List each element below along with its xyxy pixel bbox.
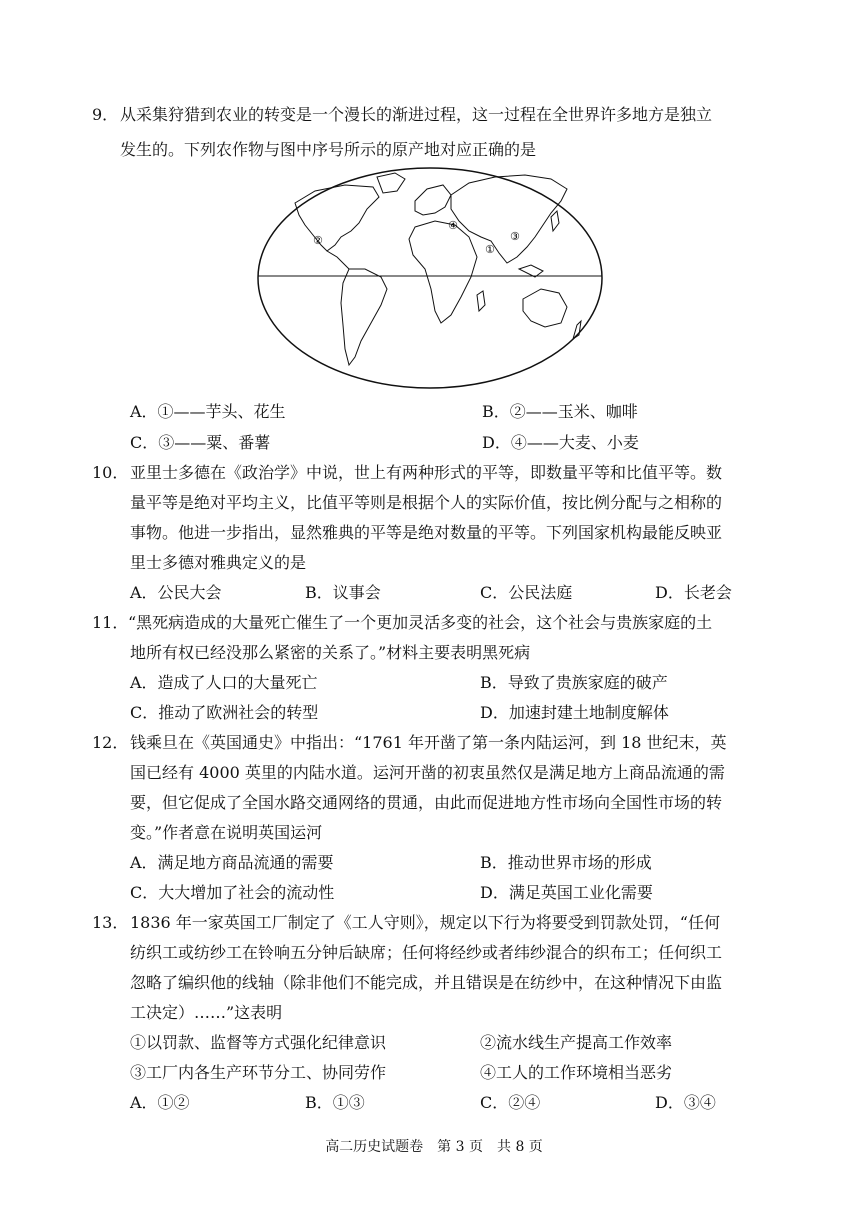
map-marker-1: ① [485,243,495,256]
q13-statement-4: ④工人的工作环境相当恶劣 [480,1063,673,1082]
q9-option-d: D．④——大麦、小麦 [482,433,639,452]
q10-option-d: D．长老会 [655,583,732,602]
q10-stem-line-3: 事物。他进一步指出，显然雅典的平等是绝对数量的平等。下列国家机构最能反映亚 [130,523,723,542]
q12-number: 12． [92,733,129,752]
q10-option-a: A．公民大会 [130,583,222,602]
q12-stem-line-1: 钱乘旦在《英国通史》中指出：“1761 年开凿了第一条内陆运河，到 18 世纪末，英 [130,733,727,752]
q11-option-d: D．加速封建土地制度解体 [480,703,669,722]
q13-stem-line-3: 忽略了编织他的线轴（除非他们不能完成，并且错误是在纺纱中，在这种情况下由监 [130,973,723,992]
q10-stem-line-4: 里士多德对雅典定义的是 [130,553,307,572]
q9-stem-line-2: 发生的。下列农作物与图中序号所示的原产地对应正确的是 [120,140,537,159]
q11-number: 11． [92,613,129,632]
q10-option-c: C．公民法庭 [480,583,573,602]
q10-stem-line-1: 亚里士多德在《政治学》中说，世上有两种形式的平等，即数量平等和比值平等。数 [130,463,723,482]
q12-option-d: D．满足英国工业化需要 [480,883,653,902]
q11-option-c: C．推动了欧洲社会的转型 [130,703,319,722]
q13-statement-1: ①以罚款、监督等方式强化纪律意识 [130,1033,387,1052]
q12-option-b: B．推动世界市场的形成 [480,853,652,872]
q13-statement-3: ③工厂内各生产环节分工、协同劳作 [130,1063,387,1082]
map-outline [258,168,602,388]
q11-option-b: B．导致了贵族家庭的破产 [480,673,668,692]
map-marker-3: ③ [510,230,520,243]
world-map-svg [255,165,605,392]
q13-statement-2: ②流水线生产提高工作效率 [480,1033,673,1052]
q11-stem-line-2: 地所有权已经没那么紧密的关系了。”材料主要表明黑死病 [130,643,531,662]
q13-stem-line-2: 纺织工或纺纱工在铃响五分钟后缺席；任何将经纱或者纬纱混合的织布工；任何织工 [130,943,723,962]
q9-option-b: B．②——玉米、咖啡 [482,402,638,421]
map-marker-4: ④ [448,219,458,232]
q13-stem-line-4: 工决定）……”这表明 [130,1003,283,1022]
q11-stem-line-1: “黑死病造成的大量死亡催生了一个更加灵活多变的社会，这个社会与贵族家庭的土 [128,613,713,632]
q13-option-c: C．②④ [480,1093,541,1112]
q12-stem-line-4: 变。”作者意在说明英国运河 [130,823,323,842]
map-marker-2: ② [313,234,323,247]
q13-number: 13． [92,913,129,932]
q13-option-d: D．③④ [655,1093,716,1112]
q13-option-b: B．①③ [305,1093,365,1112]
q12-option-c: C．大大增加了社会的流动性 [130,883,335,902]
q10-number: 10． [92,463,129,482]
q9-number: 9． [92,105,119,124]
q12-option-a: A．满足地方商品流通的需要 [130,853,334,872]
q13-stem-line-1: 1836 年一家英国工厂制定了《工人守则》，规定以下行为将要受到罚款处罚，“任何 [130,913,720,932]
q11-option-a: A．造成了人口的大量死亡 [130,673,318,692]
q9-option-a: A．①——芋头、花生 [130,402,286,421]
q12-stem-line-2: 国已经有 4000 英里的内陆水道。运河开凿的初衷虽然仅是满足地方上商品流通的需 [130,763,725,782]
q12-stem-line-3: 要，但它促成了全国水路交通网络的贯通，由此而促进地方性市场向全国性市场的转 [130,793,723,812]
q10-stem-line-2: 量平等是绝对平均主义，比值平等则是根据个人的实际价值，按比例分配与之相称的 [130,493,723,512]
world-map [255,165,605,392]
page-footer: 高二历史试题卷 第 3 页 共 8 页 [325,1139,543,1155]
q13-option-a: A．①② [130,1093,190,1112]
q9-option-c: C．③——粟、番薯 [130,433,271,452]
q10-option-b: B．议事会 [305,583,381,602]
q9-stem-line-1: 从采集狩猎到农业的转变是一个漫长的渐进过程，这一过程在全世界许多地方是独立 [120,105,713,124]
